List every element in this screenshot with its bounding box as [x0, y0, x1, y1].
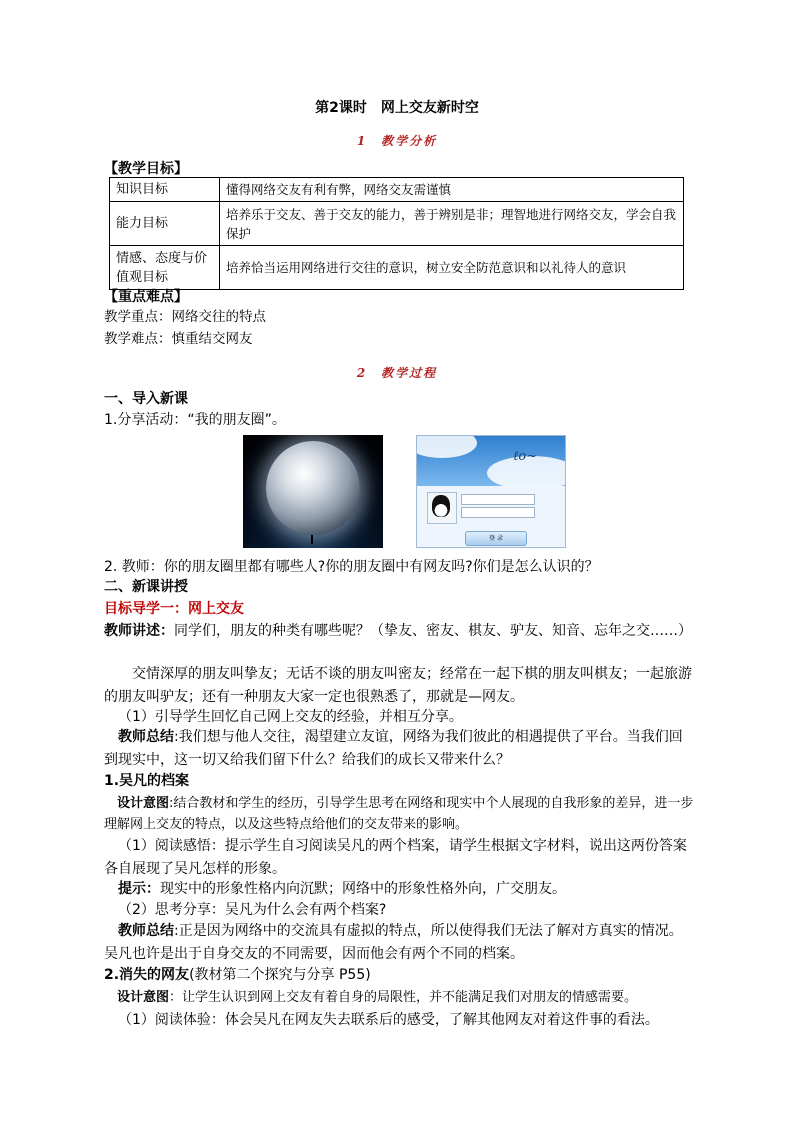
lesson-title: 第2课时 网上交友新时空	[315, 100, 479, 116]
hint-paragraph	[104, 878, 694, 901]
table-row	[110, 246, 684, 290]
think-2: （2）思考分享：吴凡为什么会有两个档案?	[118, 902, 387, 918]
goals-table	[109, 177, 684, 290]
teacher-talk-text: 同学们，朋友的种类有哪些呢？（挚友、密友、棋友、驴友、知音、忘年之交……）	[174, 623, 692, 639]
earth-image	[243, 435, 383, 548]
summary-2-paragraph	[104, 920, 694, 966]
case2-heading: 2.消失的网友	[104, 967, 190, 983]
qq-account-field	[461, 494, 535, 505]
design-2-paragraph	[104, 987, 694, 1008]
qq-signature-logo: ℓo~	[513, 449, 538, 464]
table-row	[110, 178, 684, 202]
key-point: 教学重点：网络交往的特点	[104, 309, 266, 325]
goal-value: 培养恰当运用网络进行交往的意识，树立安全防范意识和以礼待人的意识	[220, 246, 684, 290]
table-row	[110, 202, 684, 246]
activity-1: 1.分享活动：“我的朋友圈”。	[104, 412, 286, 428]
goal-key: 知识目标	[110, 178, 220, 202]
hint-text: 现实中的形象性格内向沉默；网络中的形象性格外向，广交朋友。	[160, 881, 566, 897]
goal-key: 情感、态度与价值观目标	[110, 246, 220, 290]
key-points-header: 【重点难点】	[104, 289, 188, 305]
qq-login-button: 登 录	[465, 531, 527, 546]
design-1-paragraph	[104, 793, 694, 835]
qq-login-image	[416, 435, 566, 548]
part1-heading: 一、导入新课	[104, 391, 188, 407]
design-label: 设计意图	[117, 796, 170, 811]
question-2: 2. 教师：你的朋友圈里都有哪些人?你的朋友圈中有网友吗?你们是怎么认识的？	[104, 559, 599, 575]
hint-label: 提示：	[118, 881, 160, 897]
goal-value: 培养乐于交友、善于交友的能力，善于辨别是非；理智地进行网络交友，学会自我保护	[220, 202, 684, 246]
design-2-text: ：让学生认识到网上交友有着自身的局限性，并不能满足我们对朋友的情感需要。	[169, 990, 638, 1005]
qq-password-field	[461, 507, 535, 518]
case1-heading: 1.吴凡的档案	[104, 773, 190, 789]
person-silhouette	[311, 535, 313, 544]
case2-ref: (教材第二个探究与分享 P55)	[189, 967, 371, 983]
goal-value: 懂得网络交友有利有弊，网络交友需谨慎	[220, 178, 684, 202]
target1-label: 目标导学一：网上交友	[104, 601, 244, 617]
summary-label: 教师总结	[118, 923, 174, 939]
section-heading-analysis: 1 教学分析	[356, 134, 438, 148]
cloud-shape	[416, 435, 477, 458]
summary-1-paragraph	[104, 726, 694, 772]
difficult-point: 教学难点：慎重结交网友	[104, 331, 253, 347]
goal-key: 能力目标	[110, 202, 220, 246]
teacher-talk-label: 教师讲述：	[104, 623, 174, 639]
case2-heading-line	[104, 965, 371, 985]
guide-1: （1）引导学生回忆自己网上交友的经验，并相互分享。	[118, 709, 463, 725]
earth-globe	[266, 441, 360, 535]
read-2: （1）阅读体验：体会吴凡在网友失去联系后的感受，了解其他网友对着这件事的看法。	[118, 1012, 659, 1028]
summary-1-text: :我们想与他人交往，渴望建立友谊，网络为我们彼此的相遇提供了平台。当我们回到现实中，这一切又给我们留下什么？给我们的成长又带来什么？	[104, 729, 683, 768]
design-1-text: :结合教材和学生的经历，引导学生思考在网络和现实中个人展现的自我形象的差异，进一步理解网上交友的特点，以及这些特点给他们的交友带来的影响。	[104, 796, 694, 832]
summary-2-text: :正是因为网络中的交流具有虚拟的特点，所以使得我们无法了解对方真实的情况。吴凡也许是出于自身交友的不同需要，因而他会有两个不同的档案。	[104, 923, 683, 962]
design-label: 设计意图	[117, 990, 170, 1005]
teacher-talk-paragraph	[104, 620, 694, 643]
read-1: （1）阅读感悟：提示学生自习阅读吴凡的两个档案，请学生根据文字材料，说出这两份答案各自展现了吴凡怎样的形象。	[104, 838, 687, 877]
summary-label: 教师总结	[118, 729, 174, 745]
friends-paragraph: 交情深厚的朋友叫挚友；无话不谈的朋友叫密友；经常在一起下棋的朋友叫棋友；一起旅游的朋友叫驴友；还有一种朋友大家一定也很熟悉了，那就是—网友。	[104, 666, 692, 705]
part2-heading: 二、新课讲授	[104, 579, 188, 595]
goals-header: 【教学目标】	[104, 161, 188, 177]
penguin-icon	[432, 495, 450, 517]
section-heading-process: 2 教学过程	[356, 366, 438, 380]
